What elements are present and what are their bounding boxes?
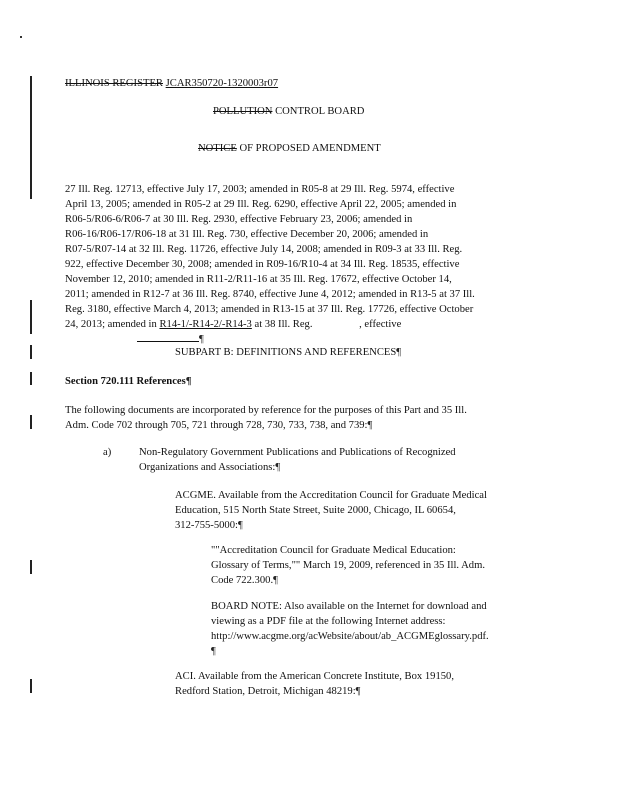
history-last-line — [65, 317, 565, 332]
acgme-ref-line: ""Accreditation Council for Graduate Medical Education: — [211, 545, 456, 556]
history-line: 27 Ill. Reg. 12713, effective July 17, 2003; amended in R05-8 at 29 Ill. Reg. 5974, effective — [65, 184, 455, 195]
acgme-phone: 312-755-5000: — [175, 520, 238, 531]
pilcrow-mark: ¶ — [211, 646, 216, 657]
history-line: November 12, 2010; amended in R11-2/R11-16 at 35 Ill. Reg. 17672, effective October 14, — [65, 274, 452, 285]
pilcrow-mark: ¶ — [275, 462, 281, 473]
board-title-struck: POLLUTION — [213, 106, 273, 117]
intro-line: The following documents are incorporated by reference for the purposes of this Part and 35 Ill. — [65, 405, 467, 416]
acgme-ref-text: Code 722.300. — [211, 575, 274, 586]
change-bar — [30, 345, 32, 359]
item-a-text-span: Organizations and Associations: — [139, 462, 276, 473]
item-a-line — [139, 460, 559, 475]
item-a-line: Non-Regulatory Government Publications and Publications of Recognized — [139, 447, 456, 458]
notice-title-struck: NOTICE — [198, 143, 237, 154]
section-heading — [65, 374, 191, 389]
pilcrow-mark: ¶ — [199, 334, 204, 345]
pilcrow-mark: ¶ — [273, 575, 278, 586]
change-bar — [30, 679, 32, 693]
history-text: , effective — [359, 319, 402, 330]
acgme-ref-line — [211, 573, 571, 588]
history-line: R06-5/R06-6/R06-7 at 30 Ill. Reg. 2930, effective February 23, 2006; amended in — [65, 214, 413, 225]
subpart-heading — [175, 345, 401, 360]
acgme-reference — [211, 543, 571, 588]
aci-line: ACI. Available from the American Concrete Institute, Box 19150, — [175, 671, 455, 682]
history-line: R06-16/R06-17/R06-18 at 31 Ill. Reg. 730, effective December 20, 2006; amended in — [65, 229, 429, 240]
acgme-line: Education, 515 North State Street, Suite 2000, Chicago, IL 60654, — [175, 505, 456, 516]
change-bar — [30, 76, 32, 199]
acgme-entry — [175, 488, 575, 533]
change-bar — [30, 300, 32, 334]
board-header — [213, 104, 364, 119]
history-line: 922, effective December 30, 2008; amended in R09-16/R10-4 at 34 Ill. Reg. 18535, effective — [65, 259, 460, 270]
history-line: 2011; amended in R12-7 at 36 Ill. Reg. 8740, effective June 4, 2012; amended in R13-5 at 37 Ill. — [65, 289, 475, 300]
acgme-line: ACGME. Available from the Accreditation Council for Graduate Medical — [175, 490, 487, 501]
pilcrow-mark: ¶ — [237, 520, 243, 531]
aci-address: Redford Station, Detroit, Michigan 48219: — [175, 686, 356, 697]
notice-header — [198, 141, 381, 156]
register-code: JCAR350720-1320003r07 — [165, 78, 279, 89]
pilcrow-mark: ¶ — [185, 376, 192, 387]
pilcrow-mark: ¶ — [367, 420, 373, 431]
item-a-label: a) — [103, 447, 112, 458]
aci-line — [175, 684, 575, 699]
intro-paragraph — [65, 403, 565, 433]
board-title-rest: CONTROL BOARD — [272, 106, 365, 117]
margin-dot — [20, 36, 22, 38]
board-note-url: http://www.acgme.org/acWebsite/about/ab_ACGMEglossary.pdf. — [211, 631, 489, 642]
history-line: April 13, 2005; amended in R05-2 at 29 Ill. Reg. 6290, effective April 22, 2005; amended in — [65, 199, 457, 210]
intro-text: Adm. Code 702 through 705, 721 through 728, 730, 733, 738, and 739: — [65, 420, 368, 431]
history-text: 24, 2013; amended in — [65, 319, 160, 330]
history-docket-inserted: R14-1/-R14-2/-R14-3 — [159, 319, 252, 330]
item-a-text — [139, 445, 559, 475]
history-line: Reg. 3180, effective March 4, 2013; amended in R13-15 at 37 Ill. Reg. 17726, effective October — [65, 304, 474, 315]
history-paragraph — [65, 182, 565, 347]
pilcrow-mark: ¶ — [396, 347, 402, 358]
intro-line — [65, 418, 565, 433]
register-header — [65, 76, 278, 91]
change-bar — [30, 372, 32, 385]
change-bar — [30, 415, 32, 429]
subpart-title: SUBPART B: DEFINITIONS AND REFERENCES — [175, 347, 397, 358]
history-text: at 38 Ill. Reg. — [251, 319, 316, 330]
board-note-line: viewing as a PDF file at the following Internet address: — [211, 616, 446, 627]
change-bar — [30, 560, 32, 574]
section-title: Section 720.111 References — [65, 376, 186, 387]
acgme-line — [175, 518, 575, 533]
board-note — [211, 599, 591, 659]
blank-line — [137, 332, 199, 342]
history-line: R07-5/R07-14 at 32 Ill. Reg. 11726, effective July 14, 2008; amended in R09-3 at 33 Ill. Reg. — [65, 244, 463, 255]
notice-title-rest: OF PROPOSED AMENDMENT — [236, 143, 381, 154]
register-title-struck: ILLINOIS REGISTER — [65, 78, 163, 89]
aci-entry — [175, 669, 575, 699]
acgme-ref-line: Glossary of Terms,"" March 19, 2009, referenced in 35 Ill. Adm. — [211, 560, 485, 571]
pilcrow-mark: ¶ — [355, 686, 361, 697]
board-note-line: BOARD NOTE: Also available on the Internet for download and — [211, 601, 487, 612]
